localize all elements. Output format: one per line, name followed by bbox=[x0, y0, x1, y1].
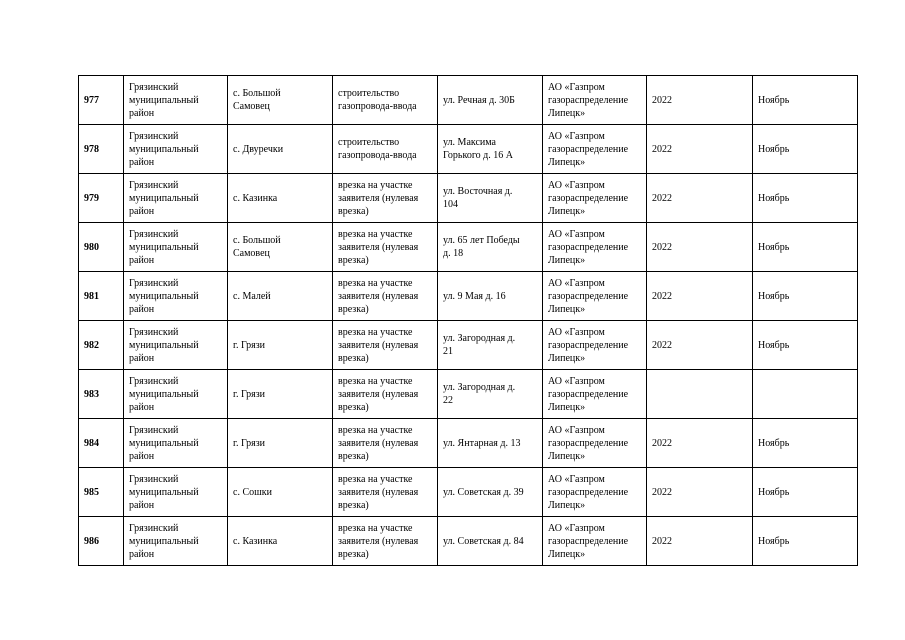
work-type-cell: врезка на участке заявителя (нулевая врезка) bbox=[333, 223, 438, 272]
district-cell: Грязинский муниципальный район bbox=[124, 272, 228, 321]
month-cell: Ноябрь bbox=[753, 125, 858, 174]
settlement-cell: г. Грязи bbox=[228, 419, 333, 468]
month-cell: Ноябрь bbox=[753, 272, 858, 321]
month-cell: Ноябрь bbox=[753, 517, 858, 566]
settlement-cell: с. Казинка bbox=[228, 517, 333, 566]
address-cell: ул. Речная д. 30Б bbox=[438, 76, 543, 125]
company-cell: АО «Газпром газораспределение Липецк» bbox=[543, 223, 647, 272]
address-cell: ул. Максима Горького д. 16 А bbox=[438, 125, 543, 174]
row-number: 979 bbox=[79, 174, 124, 223]
district-cell: Грязинский муниципальный район bbox=[124, 517, 228, 566]
company-cell: АО «Газпром газораспределение Липецк» bbox=[543, 419, 647, 468]
row-number: 983 bbox=[79, 370, 124, 419]
company-cell: АО «Газпром газораспределение Липецк» bbox=[543, 468, 647, 517]
month-cell: Ноябрь bbox=[753, 321, 858, 370]
work-type-cell: врезка на участке заявителя (нулевая врезка) bbox=[333, 370, 438, 419]
work-type-cell: врезка на участке заявителя (нулевая врезка) bbox=[333, 468, 438, 517]
address-cell: ул. 65 лет Победы д. 18 bbox=[438, 223, 543, 272]
table-row bbox=[79, 321, 858, 370]
work-type-cell: строительство газопровода-ввода bbox=[333, 125, 438, 174]
address-cell: ул. Янтарная д. 13 bbox=[438, 419, 543, 468]
address-cell: ул. Советская д. 39 bbox=[438, 468, 543, 517]
gas-connection-schedule-table bbox=[78, 75, 858, 566]
settlement-cell: с. Сошки bbox=[228, 468, 333, 517]
settlement-cell: с. Казинка bbox=[228, 174, 333, 223]
district-cell: Грязинский муниципальный район bbox=[124, 223, 228, 272]
row-number: 984 bbox=[79, 419, 124, 468]
work-type-cell: врезка на участке заявителя (нулевая врезка) bbox=[333, 272, 438, 321]
work-type-cell: строительство газопровода-ввода bbox=[333, 76, 438, 125]
table-row bbox=[79, 174, 858, 223]
row-number: 977 bbox=[79, 76, 124, 125]
district-cell: Грязинский муниципальный район bbox=[124, 321, 228, 370]
district-cell: Грязинский муниципальный район bbox=[124, 370, 228, 419]
year-cell: 2022 bbox=[647, 468, 753, 517]
work-type-cell: врезка на участке заявителя (нулевая врезка) bbox=[333, 517, 438, 566]
address-cell: ул. Советская д. 84 bbox=[438, 517, 543, 566]
month-cell: Ноябрь bbox=[753, 419, 858, 468]
address-cell: ул. 9 Мая д. 16 bbox=[438, 272, 543, 321]
month-cell: Ноябрь bbox=[753, 468, 858, 517]
settlement-cell: с. Большой Самовец bbox=[228, 76, 333, 125]
table-row bbox=[79, 517, 858, 566]
work-type-cell: врезка на участке заявителя (нулевая врезка) bbox=[333, 174, 438, 223]
year-cell: 2022 bbox=[647, 419, 753, 468]
district-cell: Грязинский муниципальный район bbox=[124, 76, 228, 125]
address-cell: ул. Загородная д. 21 bbox=[438, 321, 543, 370]
table-row bbox=[79, 223, 858, 272]
year-cell: 2022 bbox=[647, 223, 753, 272]
month-cell: Ноябрь bbox=[753, 223, 858, 272]
month-cell: Ноябрь bbox=[753, 76, 858, 125]
company-cell: АО «Газпром газораспределение Липецк» bbox=[543, 76, 647, 125]
work-type-cell: врезка на участке заявителя (нулевая врезка) bbox=[333, 419, 438, 468]
month-cell bbox=[753, 370, 858, 419]
row-number: 985 bbox=[79, 468, 124, 517]
company-cell: АО «Газпром газораспределение Липецк» bbox=[543, 174, 647, 223]
year-cell: 2022 bbox=[647, 517, 753, 566]
settlement-cell: г. Грязи bbox=[228, 321, 333, 370]
district-cell: Грязинский муниципальный район bbox=[124, 419, 228, 468]
year-cell: 2022 bbox=[647, 76, 753, 125]
row-number: 978 bbox=[79, 125, 124, 174]
table-body bbox=[79, 76, 858, 566]
table-row bbox=[79, 125, 858, 174]
row-number: 980 bbox=[79, 223, 124, 272]
address-cell: ул. Загородная д. 22 bbox=[438, 370, 543, 419]
company-cell: АО «Газпром газораспределение Липецк» bbox=[543, 272, 647, 321]
year-cell bbox=[647, 370, 753, 419]
row-number: 986 bbox=[79, 517, 124, 566]
year-cell: 2022 bbox=[647, 174, 753, 223]
table-row bbox=[79, 419, 858, 468]
table-row bbox=[79, 76, 858, 125]
row-number: 982 bbox=[79, 321, 124, 370]
year-cell: 2022 bbox=[647, 321, 753, 370]
table-row bbox=[79, 468, 858, 517]
row-number: 981 bbox=[79, 272, 124, 321]
company-cell: АО «Газпром газораспределение Липецк» bbox=[543, 517, 647, 566]
district-cell: Грязинский муниципальный район bbox=[124, 174, 228, 223]
company-cell: АО «Газпром газораспределение Липецк» bbox=[543, 321, 647, 370]
district-cell: Грязинский муниципальный район bbox=[124, 125, 228, 174]
address-cell: ул. Восточная д. 104 bbox=[438, 174, 543, 223]
company-cell: АО «Газпром газораспределение Липецк» bbox=[543, 125, 647, 174]
table-row bbox=[79, 370, 858, 419]
settlement-cell: с. Малей bbox=[228, 272, 333, 321]
settlement-cell: г. Грязи bbox=[228, 370, 333, 419]
table-row bbox=[79, 272, 858, 321]
settlement-cell: с. Двуречки bbox=[228, 125, 333, 174]
work-type-cell: врезка на участке заявителя (нулевая врезка) bbox=[333, 321, 438, 370]
district-cell: Грязинский муниципальный район bbox=[124, 468, 228, 517]
month-cell: Ноябрь bbox=[753, 174, 858, 223]
company-cell: АО «Газпром газораспределение Липецк» bbox=[543, 370, 647, 419]
year-cell: 2022 bbox=[647, 125, 753, 174]
settlement-cell: с. Большой Самовец bbox=[228, 223, 333, 272]
year-cell: 2022 bbox=[647, 272, 753, 321]
